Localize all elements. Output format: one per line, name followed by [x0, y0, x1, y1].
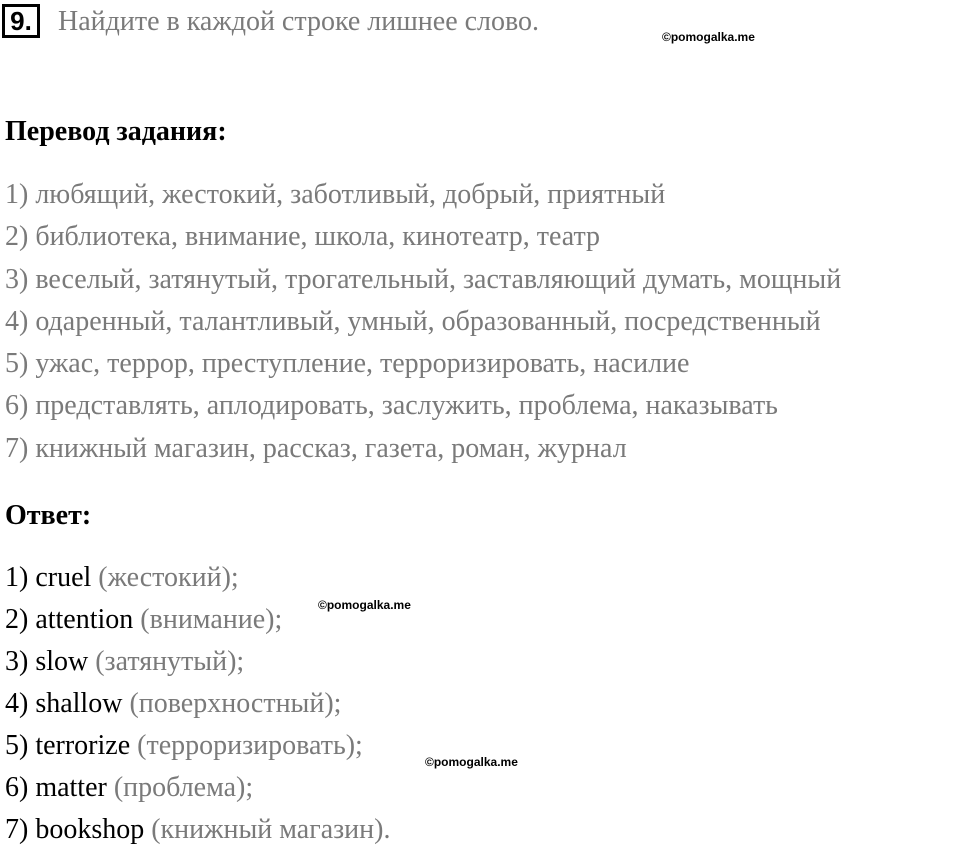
answer-item — [5, 809, 390, 851]
answer-translation: (внимание); — [140, 604, 283, 635]
translation-line: 7) книжный магазин, рассказ, газета, роман, журнал — [5, 432, 627, 464]
answer-word: 1) cruel — [5, 562, 92, 593]
answer-word: 3) slow — [5, 646, 89, 677]
translation-line: 2) библиотека, внимание, школа, кинотеатр, театр — [5, 221, 601, 253]
translation-heading: Перевод задания: — [5, 116, 227, 147]
answer-word: 5) terrorize — [5, 730, 131, 761]
watermark: ©pomogalka.me — [425, 755, 518, 769]
answer-translation: (терроризировать); — [137, 730, 363, 761]
translation-line: 6) представлять, аплодировать, заслужить, проблема, наказывать — [5, 390, 778, 422]
answer-word: 6) matter — [5, 772, 107, 803]
answer-item — [5, 767, 390, 809]
translation-line: 5) ужас, террор, преступление, терроризировать, насилие — [5, 348, 690, 380]
answer-translation: (жестокий); — [98, 562, 239, 593]
task-number: 9. — [2, 4, 40, 38]
answer-translation: (проблема); — [113, 772, 254, 803]
answer-item — [5, 641, 390, 683]
answer-item — [5, 557, 390, 599]
task-instruction: Найдите в каждой строке лишнее слово. — [58, 6, 540, 37]
translation-list — [5, 174, 841, 470]
answer-translation: (книжный магазин). — [151, 814, 391, 845]
answer-translation: (затянутый); — [95, 646, 245, 677]
answer-item — [5, 683, 390, 725]
watermark: ©pomogalka.me — [318, 598, 411, 612]
answer-translation: (поверхностный); — [129, 688, 342, 719]
answer-item — [5, 599, 390, 641]
answer-word: 4) shallow — [5, 688, 123, 719]
answer-word: 2) attention — [5, 604, 134, 635]
answer-heading: Ответ: — [5, 500, 92, 531]
answer-item — [5, 725, 390, 767]
answer-word: 7) bookshop — [5, 814, 145, 845]
translation-line: 1) любящий, жестокий, заботливый, добрый, приятный — [5, 179, 666, 210]
translation-line: 4) одаренный, талантливый, умный, образованный, посредственный — [5, 305, 821, 337]
translation-line: 3) веселый, затянутый, трогательный, заставляющий думать, мощный — [5, 263, 842, 295]
answer-list — [5, 557, 390, 851]
watermark: ©pomogalka.me — [662, 30, 755, 44]
